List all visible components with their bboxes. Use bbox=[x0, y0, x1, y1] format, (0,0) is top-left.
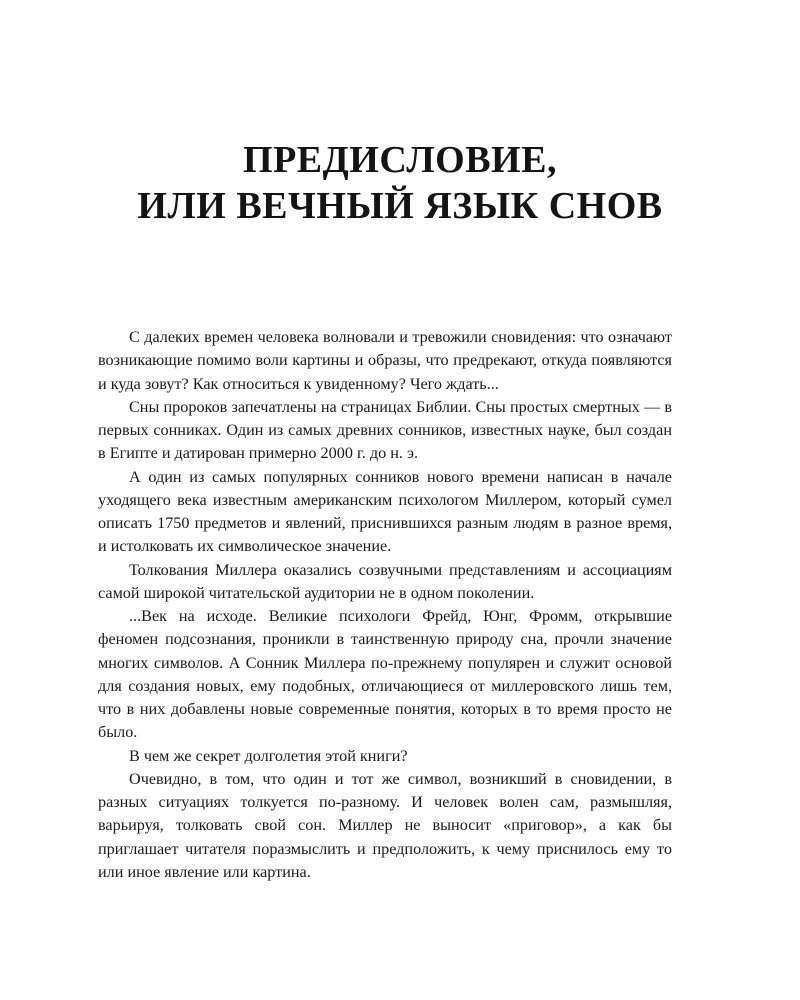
paragraph-3: А один из самых популярных сонников нового времени написан в начале уходящего века известным американским психологом Миллером, который сумел описать 1750 предметов и явлений, приснившихся разным людям в разное время, и истолковать их символическое значение. bbox=[98, 467, 672, 556]
paragraph-6: В чем же секрет долголетия этой книги? bbox=[129, 746, 408, 765]
chapter-title bbox=[0, 137, 800, 229]
chapter-body bbox=[98, 326, 672, 884]
chapter-title-line-1: ПРЕДИСЛОВИЕ, bbox=[243, 139, 557, 181]
paragraph-4: Толкования Миллера оказались созвучными представлениям и ассоциациям самой широкой читательской аудитории не в одном поколении. bbox=[98, 560, 672, 602]
paragraph-1: С далеких времен человека волновали и тревожили сновидения: что означают возникающие помимо воли картины и образы, что предрекают, откуда появляются и куда зовут? Как относиться к увиденному? Чего ждать... bbox=[98, 328, 672, 393]
paragraph-5: ...Век на исходе. Великие психологи Фрейд, Юнг, Фромм, открывшие феномен подсознания, проникли в таинственную природу сна, прочли значение многих символов. А Сонник Миллера по-прежнему популярен и служит основой для создания новых, ему подобных, отличающиеся от миллеровского лишь тем, что в них добавлены новые современные понятия, которых в то время просто не было. bbox=[98, 607, 672, 742]
paragraph-7: Очевидно, в том, что один и тот же символ, возникший в сновидении, в разных ситуациях толкуется по-разному. И человек волен сам, размышляя, варьируя, толковать свой сон. Миллер не выносит «приговор», а как бы приглашает читателя поразмыслить и предположить, к чему приснилось ему то или иное явление или картина. bbox=[98, 769, 672, 881]
paragraph-2: Сны пророков запечатлены на страницах Библии. Сны простых смертных — в первых сонниках. Один из самых древних сонников, известных науке, был создан в Египте и датирован примерно 2000 г. до н. э. bbox=[98, 397, 672, 463]
chapter-title-line-2: ИЛИ ВЕЧНЫЙ ЯЗЫК СНОВ bbox=[137, 185, 663, 227]
